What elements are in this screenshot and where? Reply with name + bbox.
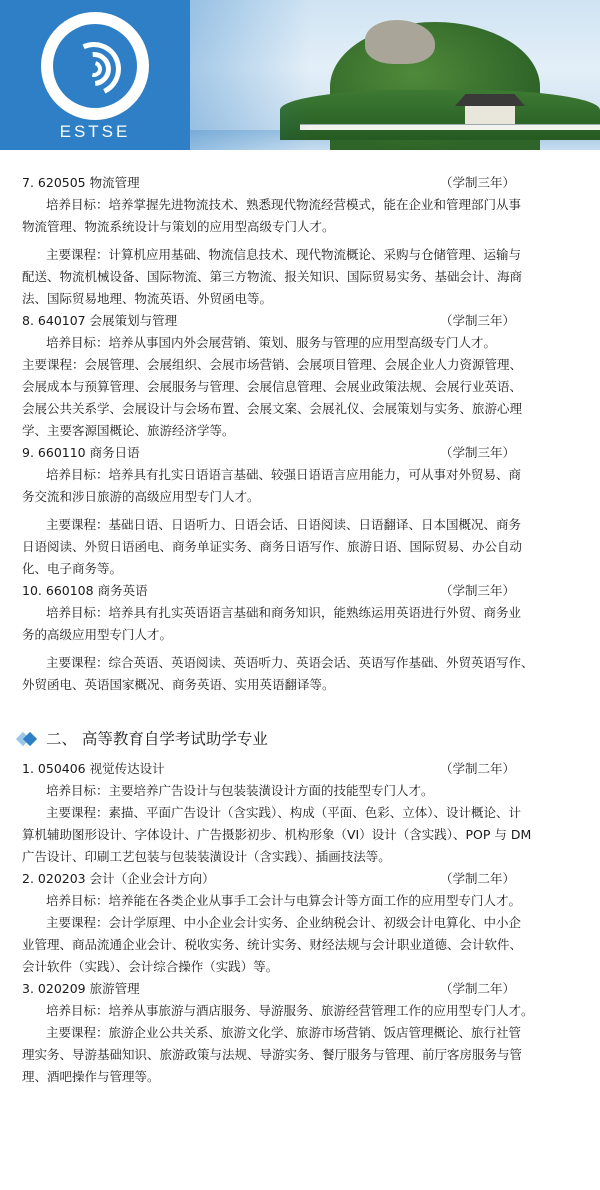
text-line: 主要课程：综合英语、英语阅读、英语听力、英语会话、英语写作基础、外贸英语写作、: [46, 655, 534, 670]
trees-image: [280, 90, 600, 140]
rock-image: [365, 20, 435, 64]
text-line: 主要课程：基础日语、日语听力、日语会话、日语阅读、日语翻译、日本国概况、商务: [46, 517, 522, 532]
text-line: 主要课程：会展管理、会展组织、会展市场营销、会展项目管理、会展企业人力资源管理、: [22, 357, 523, 372]
text-line: 物流管理、物流系统设计与策划的应用型高级专门人才。: [22, 219, 335, 234]
text-line: 会展公共关系学、会展设计与会场布置、会展文案、会展礼仪、会展策划与实务、旅游心理: [22, 401, 523, 416]
text-line: 外贸函电、英语国家概况、商务英语、实用英语翻译等。: [22, 677, 335, 692]
duration-label: （学制二年）: [440, 871, 516, 886]
major-name: 视觉传达设计: [89, 761, 165, 776]
text-line: 主要课程：会计学原理、中小企业会计实务、企业纳税会计、初级会计电算化、中小企: [46, 915, 522, 930]
section-title: 二、 高等教育自学考试助学专业: [46, 730, 268, 748]
duration-label: （学制二年）: [440, 981, 516, 996]
major-name: 旅游管理: [89, 981, 140, 996]
major-number: 2.: [22, 871, 34, 886]
text-line: 算机辅助图形设计、字体设计、广告摄影初步、机构形象（VI）设计（含实践）、POP 与 DM: [22, 827, 532, 842]
major-heading: [0, 310, 600, 332]
duration-label: （学制三年）: [440, 583, 516, 598]
pavilion-roof-image: [455, 94, 525, 106]
text-line: 配送、物流机械设备、国际物流、第三方物流、报关知识、国际贸易实务、基础会计、海商: [22, 269, 523, 284]
text-line: 法、国际贸易地理、物流英语、外贸函电等。: [22, 291, 273, 306]
major-name: 商务英语: [97, 583, 148, 598]
major-heading: [0, 580, 600, 602]
duration-label: （学制三年）: [440, 313, 516, 328]
major-number: 3.: [22, 981, 34, 996]
text-line: 主要课程：素描、平面广告设计（含实践）、构成（平面、色彩、立体）、设计概论、计: [46, 805, 522, 820]
text-line: 务交流和涉日旅游的高级应用型专门人才。: [22, 489, 260, 504]
text-line: 会展成本与预算管理、会展服务与管理、会展信息管理、会展业政策法规、会展行业英语、: [22, 379, 523, 394]
header-banner: [0, 0, 600, 150]
college-logo: [0, 0, 190, 150]
major-code: 660108: [45, 583, 94, 598]
major-name: 商务日语: [89, 445, 140, 460]
text-line: 会计软件（实践）、会计综合操作（实践）等。: [22, 959, 279, 974]
text-line: 理、酒吧操作与管理等。: [22, 1069, 160, 1084]
major-number: 7.: [22, 175, 34, 190]
duration-label: （学制三年）: [440, 175, 516, 190]
text-line: 广告设计、印刷工艺包装与包装装潢设计（含实践）、插画技法等。: [22, 849, 391, 864]
text-line: 培养目标：培养具有扎实英语语言基础和商务知识，能熟练运用英语进行外贸、商务业: [46, 605, 522, 620]
major-code: 050406: [37, 761, 86, 776]
major-heading: [0, 758, 600, 780]
duration-label: （学制二年）: [440, 761, 516, 776]
text-line: 主要课程：计算机应用基础、物流信息技术、现代物流概论、采购与仓储管理、运输与: [46, 247, 522, 262]
text-line: 日语阅读、外贸日语函电、商务单证实务、商务日语写作、旅游日语、国际贸易、办公自动: [22, 539, 523, 554]
major-code: 020203: [37, 871, 86, 886]
major-code: 640107: [37, 313, 86, 328]
text-line: 培养目标：培养能在各类企业从事手工会计与电算会计等方面工作的应用型专门人才。: [46, 893, 522, 908]
logo-emblem-inner: [53, 24, 137, 108]
major-code: 620505: [37, 175, 86, 190]
text-line: 培养目标：培养从事国内外会展营销、策划、服务与管理的应用型高级专门人才。: [46, 335, 497, 350]
major-name: 会计（企业会计方向）: [89, 871, 215, 886]
text-line: 化、电子商务等。: [22, 561, 123, 576]
duration-label: （学制三年）: [440, 445, 516, 460]
section-heading: [0, 724, 600, 754]
railing-image: [300, 124, 600, 130]
sky-fade: [190, 0, 310, 150]
text-line: 理实务、导游基础知识、旅游政策与法规、导游实务、餐厅服务与管理、前厅客房服务与管: [22, 1047, 523, 1062]
major-number: 1.: [22, 761, 34, 776]
major-heading: [0, 978, 600, 1000]
major-heading: [0, 172, 600, 194]
text-line: 业管理、商品流通企业会计、税收实务、统计实务、财经法规与会计职业道德、会计软件、: [22, 937, 523, 952]
text-line: 培养目标：培养从事旅游与酒店服务、导游服务、旅游经营管理工作的应用型专门人才。: [46, 1003, 534, 1018]
text-line: 培养目标：主要培养广告设计与包装装潢设计方面的技能型专门人才。: [46, 783, 434, 798]
major-code: 660110: [37, 445, 86, 460]
text-line: 培养目标：培养具有扎实日语语言基础、较强日语语言应用能力，可从事对外贸易、商: [46, 467, 522, 482]
major-code: 020209: [37, 981, 86, 996]
major-heading: [0, 442, 600, 464]
major-number: 10.: [22, 583, 42, 598]
major-number: 8.: [22, 313, 34, 328]
major-name: 物流管理: [89, 175, 140, 190]
majors-list-b: [0, 758, 600, 1088]
major-number: 9.: [22, 445, 34, 460]
text-line: 主要课程：旅游企业公共关系、旅游文化学、旅游市场营销、饭店管理概论、旅行社管: [46, 1025, 522, 1040]
text-line: 务的高级应用型专门人才。: [22, 627, 173, 642]
logo-text: ESTSE: [59, 122, 131, 141]
text-line: 培养目标：培养掌握先进物流技术、熟悉现代物流经营模式，能在企业和管理部门从事: [46, 197, 522, 212]
document-body: [0, 172, 600, 1088]
major-name: 会展策划与管理: [89, 313, 178, 328]
logo-emblem-icon: [41, 12, 149, 120]
major-heading: [0, 868, 600, 890]
majors-list-a: [0, 172, 600, 696]
pavilion-body-image: [465, 106, 515, 126]
text-line: 学、主要客源国概论、旅游经济学等。: [22, 423, 235, 438]
